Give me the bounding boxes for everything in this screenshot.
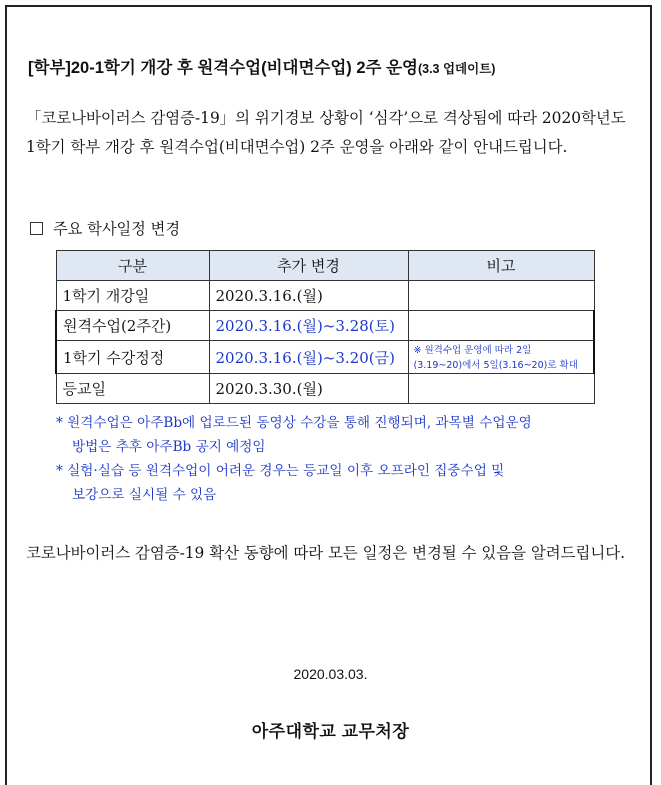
row-value: 2020.3.30.(월) [209, 374, 408, 404]
table-header-change: 추가 변경 [209, 251, 408, 281]
row-note [408, 341, 594, 374]
row-note [408, 281, 594, 311]
footnote-line: * 실험·실습 등 원격수업이 어려운 경우는 등교일 이후 오프라인 집중수업 및 [56, 463, 505, 479]
section-heading [30, 218, 180, 239]
note-line: (3.19~20)에서 5일(3.16~20)로 확대 [413, 360, 578, 371]
note-line: ※ 원격수업 운영에 따라 2일 [413, 345, 532, 356]
table-row [56, 341, 594, 374]
table-header-category: 구분 [56, 251, 209, 281]
footnotes [56, 411, 532, 507]
signature: 아주대학교 교무처장 [251, 722, 410, 741]
row-value: 2020.3.16.(월)~3.28(토) [209, 311, 408, 341]
row-note [408, 374, 594, 404]
checkbox-square-icon [30, 222, 43, 235]
row-label: 등교일 [56, 374, 209, 404]
row-value: 2020.3.16.(월)~3.20(금) [209, 341, 408, 374]
row-label: 1학기 개강일 [56, 281, 209, 311]
title-update-tag: (3.3 업데이트) [417, 62, 496, 76]
table-header-remarks: 비고 [408, 251, 594, 281]
table-row [56, 281, 594, 311]
table-header-row [56, 251, 594, 281]
row-label: 원격수업(2주간) [56, 311, 209, 341]
footnote-line: * 원격수업은 아주Bb에 업로드된 동영상 수강을 통해 진행되며, 과목별 수업운영 [56, 415, 532, 431]
footnote-line: 보강으로 실시될 수 있음 [72, 487, 217, 503]
intro-paragraph: 「코로나바이러스 감염증-19」의 위기경보 상황이 ‘심각’으로 격상됨에 따라 2020학년도 1학기 학부 개강 후 원격수업(비대면수업) 2주 운영을 아래와 같이 안내드립니다. [26, 109, 626, 156]
closing-paragraph: 코로나바이러스 감염증-19 확산 동향에 따라 모든 일정은 변경될 수 있음을 알려드립니다. [26, 544, 625, 562]
row-label: 1학기 수강정정 [56, 341, 209, 374]
title-main: [학부]20-1학기 개강 후 원격수업(비대면수업) 2주 운영 [28, 59, 418, 77]
table-row [56, 311, 594, 341]
schedule-table [55, 250, 595, 404]
notice-date: 2020.03.03. [293, 666, 368, 682]
table-row [56, 374, 594, 404]
notice-title [28, 54, 638, 78]
footnote-line: 방법은 추후 아주Bb 공지 예정임 [72, 439, 266, 455]
section-heading-text: 주요 학사일정 변경 [53, 220, 181, 238]
row-note [408, 311, 594, 341]
row-value: 2020.3.16.(월) [209, 281, 408, 311]
